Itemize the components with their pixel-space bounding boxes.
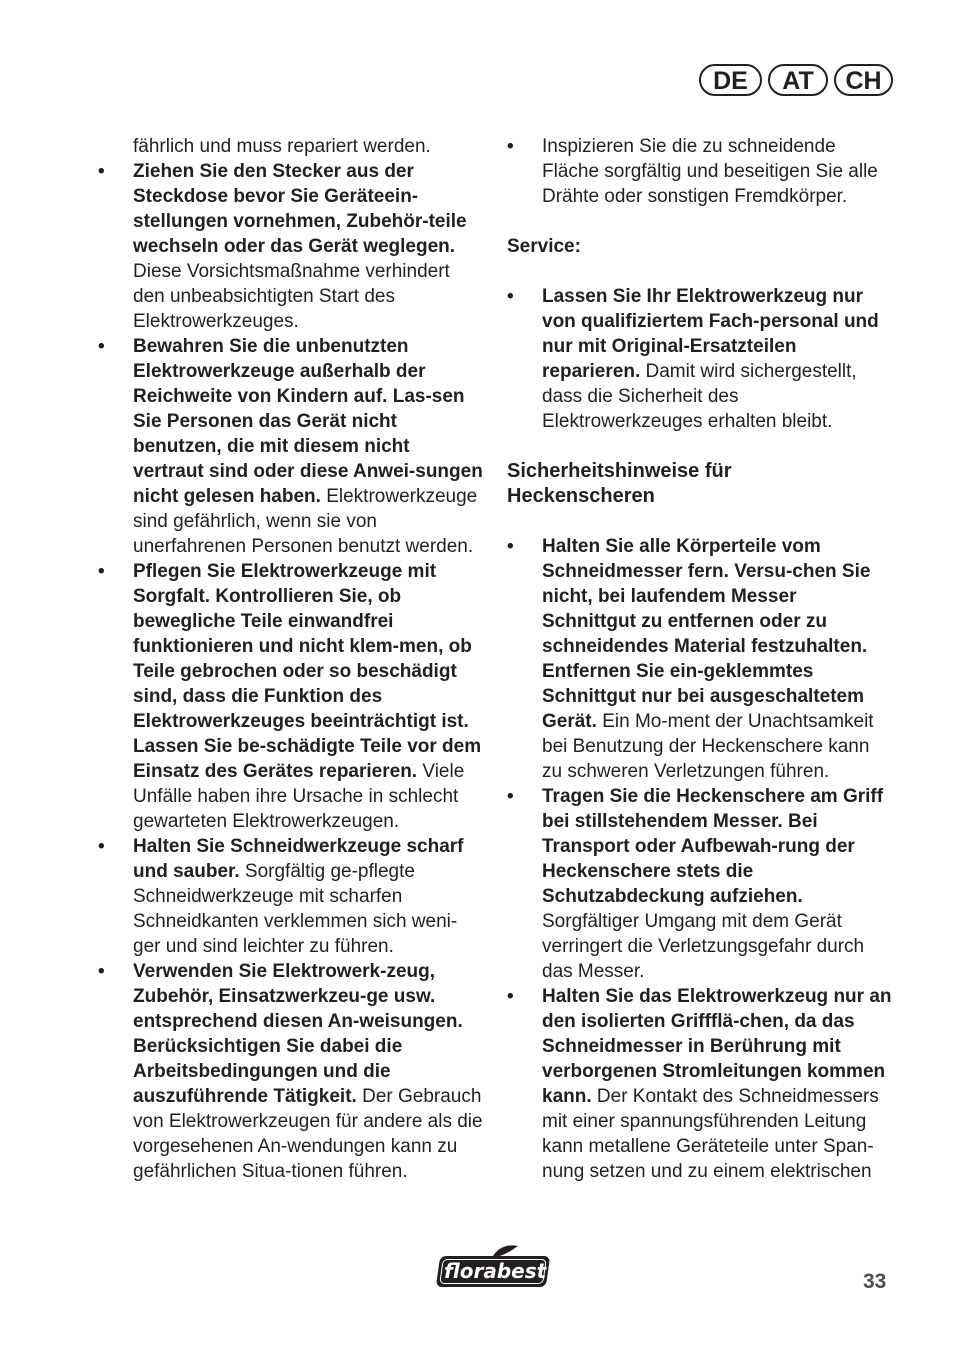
spacer [507, 209, 892, 234]
bullet-icon: • [98, 336, 105, 357]
item-text: Inspizieren Sie die zu schneidende Fläche sorgfältig und beseitigen Sie alle Drähte oder sonstigen Fremdkörper. [542, 136, 878, 207]
item-text: Der Gebrauch von Elektrowerkzeugen für andere als die vorgesehenen An-wendungen kann zu gefährlichen Situa-tionen führen. [133, 1086, 483, 1182]
item-bold: Lassen Sie Ihr Elektrowerkzeug nur von qualifiziertem Fach-personal und nur mit Original-Ersatzteilen reparieren. [542, 286, 879, 382]
list-item [98, 159, 483, 334]
bullet-icon: • [507, 536, 514, 557]
item-bold: Pflegen Sie Elektrowerkzeuge mit Sorgfalt. Kontrollieren Sie, ob bewegliche Teile einwandfrei funktionieren und nicht klem-men, ob Teile gebrochen oder so beschädigt sind, dass die Funktion des Elektrowerkzeuges beeinträchtigt ist. Lassen Sie be-schädigte Teile vor dem Einsatz des Gerätes reparieren. [133, 561, 482, 782]
item-bold: Halten Sie das Elektrowerkzeug nur an den isolierten Griffflä-chen, da das Schneidmesser in Berührung mit verborgenen Stromleitungen kommen kann. [542, 986, 892, 1107]
item-text: Ein Mo-ment der Unachtsamkeit bei Benutzung der Heckenschere kann zu schweren Verletzungen führen. [542, 711, 874, 782]
spacer [507, 259, 892, 284]
item-text: Viele Unfälle haben ihre Ursache in schlecht gewarteten Elektrowerkzeugen. [133, 761, 465, 832]
section-heading [507, 459, 892, 509]
list-item [507, 134, 892, 209]
list-item [98, 959, 483, 1184]
bullet-icon: • [507, 286, 514, 307]
logo-text: florabest [444, 1259, 547, 1283]
list-item [507, 984, 892, 1184]
item-bold: Halten Sie Schneidwerkzeuge scharf und sauber. [133, 836, 464, 882]
spacer [507, 434, 892, 459]
bullet-icon: • [98, 836, 105, 857]
item-text: Elektrowerkzeuge sind gefährlich, wenn sie von unerfahrenen Personen benutzt werden. [133, 486, 478, 557]
service-heading: Service: [507, 236, 581, 257]
list-item [98, 559, 483, 834]
list-item [507, 784, 892, 984]
item-bold: Verwenden Sie Elektrowerk-zeug, Zubehör, Einsatzwerkzeu-ge usw. entsprechend diesen An-weisungen. Berücksichtigen Sie dabei die Arbeitsbedingungen und die auszuführende Tätigkeit. [133, 961, 463, 1107]
left-column [98, 134, 483, 1184]
bullet-icon: • [507, 786, 514, 807]
spacer [507, 509, 892, 534]
item-text: Diese Vorsichtsmaßnahme verhindert den unbeabsichtigten Start des Elektrowerkzeuges. [133, 261, 450, 332]
bullet-icon: • [98, 961, 105, 982]
badge-de: DE [699, 64, 762, 96]
continuation-text: fährlich und muss repariert werden. [133, 136, 431, 157]
country-badges [699, 64, 893, 96]
list-item [98, 334, 483, 559]
item-bold: Ziehen Sie den Stecker aus der Steckdose bevor Sie Geräteein-stellungen vornehmen, Zubehör-teile wechseln oder das Gerät weglegen. [133, 161, 467, 257]
bullet-icon: • [98, 561, 105, 582]
page-number: 33 [863, 1270, 887, 1293]
bullet-icon: • [507, 136, 514, 157]
item-bold: Tragen Sie die Heckenschere am Griff bei stillstehendem Messer. Bei Transport oder Aufbewah-rung der Heckenschere stets die Schutzabdeckung aufziehen. [542, 786, 884, 907]
list-item [507, 284, 892, 434]
item-text: Damit wird sichergestellt, dass die Sicherheit des Elektrowerkzeuges erhalten bleibt. [542, 361, 857, 432]
bullet-icon: • [507, 986, 514, 1007]
item-bold: Bewahren Sie die unbenutzten Elektrowerkzeuge außerhalb der Reichweite von Kindern auf. Las-sen Sie Personen das Gerät nicht benutzen, die mit diesem nicht vertraut sind oder diese Anwei-sungen nicht gelesen haben. [133, 336, 483, 507]
item-text: Sorgfältig ge-pflegte Schneidwerkzeuge mit scharfen Schneidkanten verklemmen sich weni-ger und sind leichter zu führen. [133, 861, 458, 957]
item-bold: Halten Sie alle Körperteile vom Schneidmesser fern. Versu-chen Sie nicht, bei laufendem Messer Schnittgut zu entfernen oder zu schneidendes Material festzuhalten. Entfernen Sie ein-geklemmtes Schnittgut nur bei ausgeschaltetem Gerät. [542, 536, 871, 732]
section-heading-line-1: Sicherheitshinweise für [507, 460, 732, 482]
florabest-logo [438, 1250, 552, 1290]
badge-ch: CH [834, 64, 893, 96]
item-text: Sorgfältiger Umgang mit dem Gerät verringert die Verletzungsgefahr durch das Messer. [542, 911, 865, 982]
section-heading-line-2: Heckenscheren [507, 485, 655, 507]
item-text: Der Kontakt des Schneidmessers mit einer spannungsführenden Leitung kann metallene Geräteteile unter Span-nung setzen und zu einem elektrischen [542, 1086, 879, 1182]
bullet-icon: • [98, 161, 105, 182]
list-item [98, 834, 483, 959]
list-item [507, 534, 892, 784]
badge-at: AT [768, 64, 828, 96]
right-column [507, 134, 892, 1184]
